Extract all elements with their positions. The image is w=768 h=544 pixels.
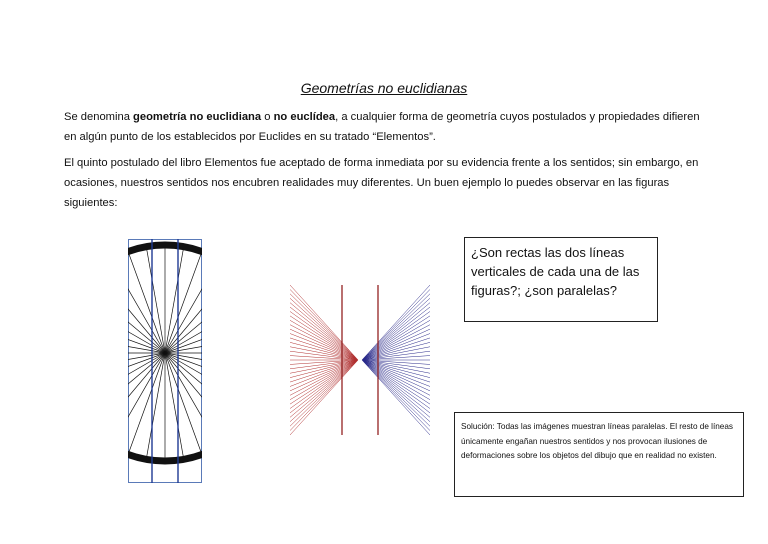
rays-left-group [290, 285, 358, 435]
wheel-spoke [128, 259, 165, 353]
ray-right [362, 325, 430, 360]
wheel-spoke [128, 270, 165, 353]
ray-left [290, 360, 358, 395]
ray-right [362, 298, 430, 360]
ray-right [362, 360, 430, 422]
wheel-spoke [165, 259, 202, 353]
text-span: o [261, 111, 274, 123]
wheel-spoke [128, 299, 165, 353]
wheel-spoke [128, 353, 165, 436]
page-title: Geometrías no euclidianas [300, 80, 468, 96]
bold-term: geometría no euclidiana [133, 111, 262, 123]
ray-left [290, 360, 358, 431]
ray-left [290, 320, 358, 360]
solution-box: Solución: Todas las imágenes muestran líneas paralelas. El resto de líneas únicamente engañan nuestros sentidos y nos provocan ilusiones de deformaciones sobre los objetos del dibujo que en realidad no existen. [454, 412, 744, 497]
wheel-spoke [165, 353, 202, 436]
ray-right [362, 360, 430, 431]
wheel-illusion-figure [128, 239, 202, 483]
bold-term: no euclídea [273, 111, 336, 123]
ray-left [290, 298, 358, 360]
ray-right [362, 294, 430, 360]
wheel-spoke [165, 353, 202, 447]
wheel-spoke [165, 299, 202, 353]
wheel-spoke [128, 353, 165, 447]
question-box: ¿Son rectas las dos líneas verticales de cada una de las figuras?; ¿son paralelas? [464, 237, 658, 322]
wheel-spoke [165, 270, 202, 353]
ray-right [362, 360, 430, 400]
ray-left [290, 360, 358, 400]
text-span: , a cualquier forma de geometría cuyos postulados y propiedades difieren en algún punto de los establecidos por Euclides en su tratado “Elementos”. [64, 111, 700, 143]
fifth-postulate-paragraph: El quinto postulado del libro Elementos fue aceptado de forma inmediata por su evidencia frente a los sentidos; sin embargo, en ocasiones, nuestros sentidos nos encubren realidades muy diferentes. Un buen ejemplo lo puedes observar en las figuras siguientes: [64, 157, 699, 209]
rays-right-group [362, 285, 430, 435]
ray-right [362, 360, 430, 426]
ray-right [362, 320, 430, 360]
text-span: Se denomina [64, 111, 134, 123]
ray-left [290, 294, 358, 360]
wheel-group [128, 245, 202, 461]
wheel-spoke [165, 353, 202, 407]
definition-paragraph [64, 107, 704, 147]
wheel-spoke [128, 353, 165, 407]
ray-left [290, 360, 358, 426]
ray-right [362, 289, 430, 360]
hering-illusion-figure [290, 285, 430, 435]
ray-left [290, 289, 358, 360]
ray-right [362, 360, 430, 395]
ray-left [290, 360, 358, 422]
ray-left [290, 325, 358, 360]
